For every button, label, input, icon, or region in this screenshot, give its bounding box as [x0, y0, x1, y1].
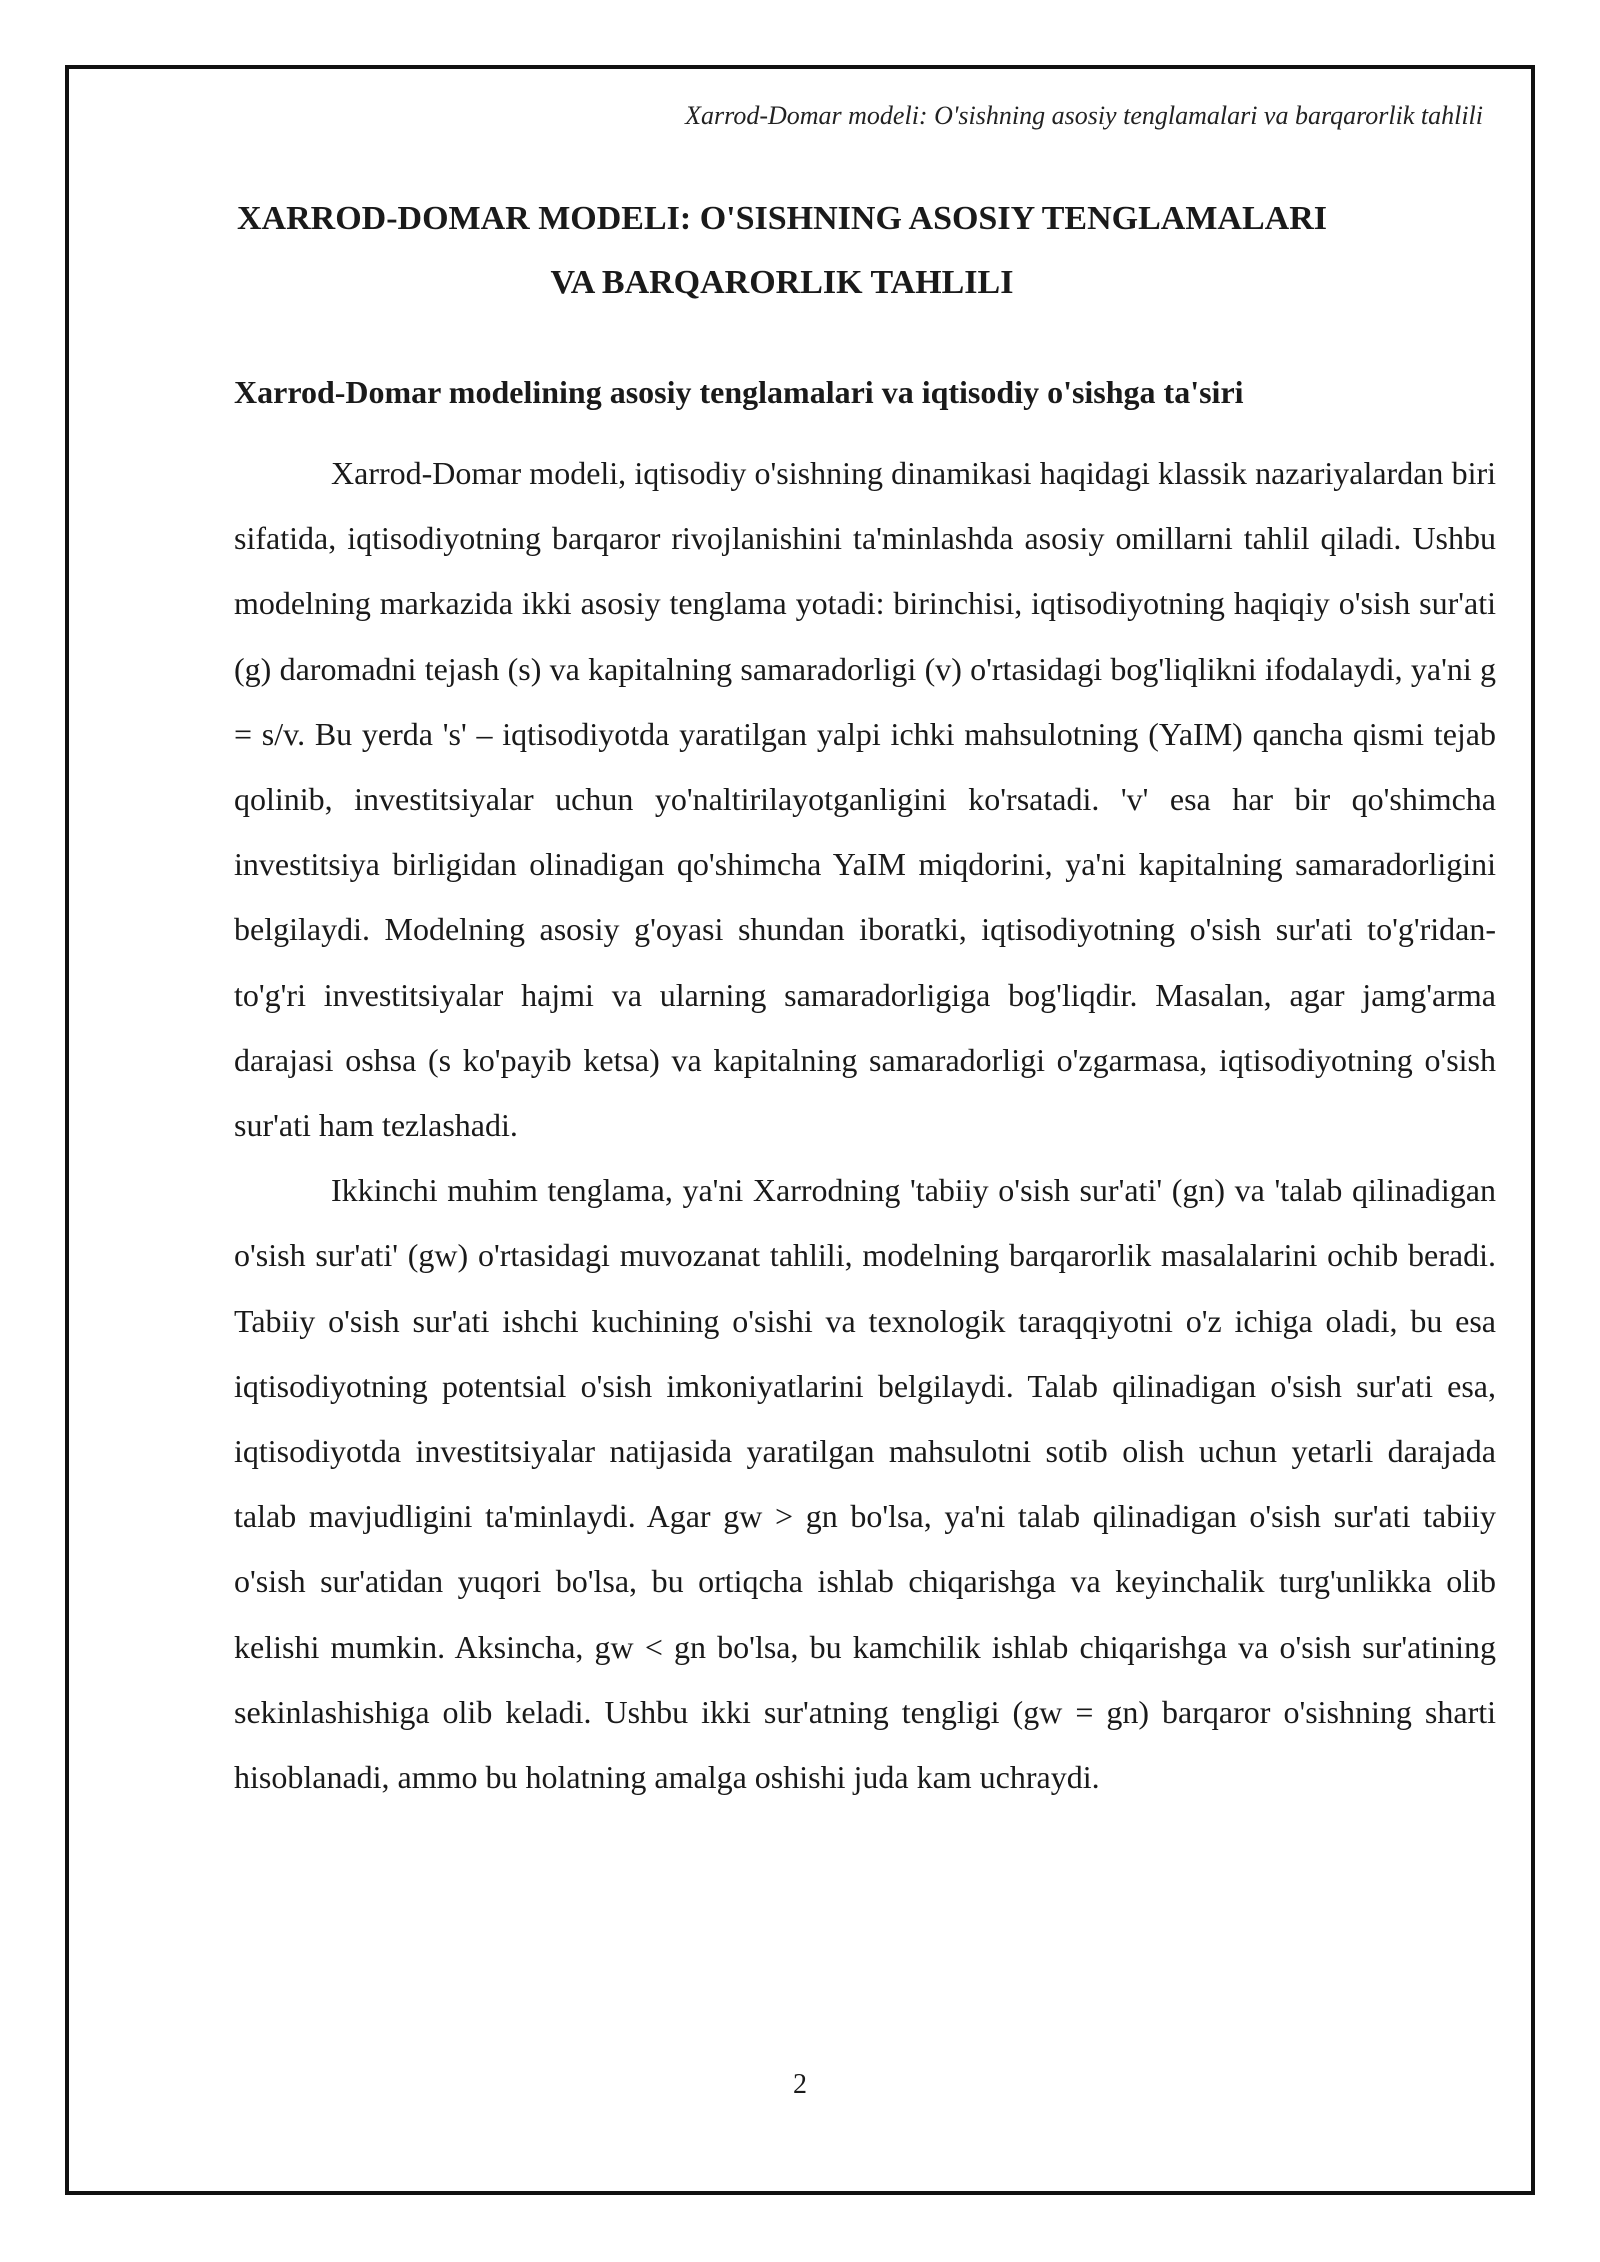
document-title	[169, 187, 1395, 315]
page-frame	[65, 65, 1535, 2195]
document-body	[234, 369, 1496, 1810]
title-line-2: VA BARQARORLIK TAHLILI	[550, 264, 1014, 301]
page-number: 2	[793, 2069, 807, 2100]
section-heading: Xarrod-Domar modelining asosiy tenglamalari va iqtisodiy o'sishga ta'siri	[234, 374, 1244, 410]
title-line-1: XARROD-DOMAR MODELI: O'SISHNING ASOSIY TENGLAMALARI	[236, 200, 1327, 237]
running-header: Xarrod-Domar modeli: O'sishning asosiy tenglamalari va barqarorlik tahlili	[685, 101, 1483, 130]
paragraph-1: Xarrod-Domar modeli, iqtisodiy o'sishning dinamikasi haqidagi klassik nazariyalardan biri sifatida, iqtisodiyotning barqaror rivojlanishini ta'minlashda asosiy omillarni tahlil qiladi. Ushbu modelning markazida ikki asosiy tenglama yotadi: birinchisi, iqtisodiyotning haqiqiy o'sish sur'ati (g) daromadni tejash (s) va kapitalning samaradorligi (v) o'rtasidagi bog'liqlikni ifodalaydi, ya'ni g = s/v. Bu yerda 's' – iqtisodiyotda yaratilgan yalpi ichki mahsulotning (YaIM) qancha qismi tejab qolinib, investitsiyalar uchun yo'naltirilayotganligini ko'rsatadi. 'v' esa har bir qo'shimcha investitsiya birligidan olinadigan qo'shimcha YaIM miqdorini, ya'ni kapitalning samaradorligini belgilaydi. Modelning asosiy g'oyasi shundan iboratki, iqtisodiyotning o'sish sur'ati to'g'ridan-to'g'ri investitsiyalar hajmi va ularning samaradorligiga bog'liqdir. Masalan, agar jamg'arma darajasi oshsa (s ko'payib ketsa) va kapitalning samaradorligi o'zgarmasa, iqtisodiyotning o'sish sur'ati ham tezlashadi.	[234, 455, 1496, 1144]
paragraph-2: Ikkinchi muhim tenglama, ya'ni Xarrodning 'tabiiy o'sish sur'ati' (gn) va 'talab qilinadigan o'sish sur'ati' (gw) o'rtasidagi muvozanat tahlili, modelning barqarorlik masalalarini ochib beradi. Tabiiy o'sish sur'ati ishchi kuchining o'sishi va texnologik taraqqiyotni o'z ichiga oladi, bu esa iqtisodiyotning potentsial o'sish imkoniyatlarini belgilaydi. Talab qilinadigan o'sish sur'ati esa, iqtisodiyotda investitsiyalar natijasida yaratilgan mahsulotni sotib olish uchun yetarli darajada talab mavjudligini ta'minlaydi. Agar gw > gn bo'lsa, ya'ni talab qilinadigan o'sish sur'ati tabiiy o'sish sur'atidan yuqori bo'lsa, bu ortiqcha ishlab chiqarishga va keyinchalik turg'unlikka olib kelishi mumkin. Aksincha, gw < gn bo'lsa, bu kamchilik ishlab chiqarishga va o'sish sur'atining sekinlashishiga olib keladi. Ushbu ikki sur'atning tengligi (gw = gn) barqaror o'sishning sharti hisoblanadi, ammo bu holatning amalga oshishi juda kam uchraydi.	[234, 1172, 1496, 1796]
